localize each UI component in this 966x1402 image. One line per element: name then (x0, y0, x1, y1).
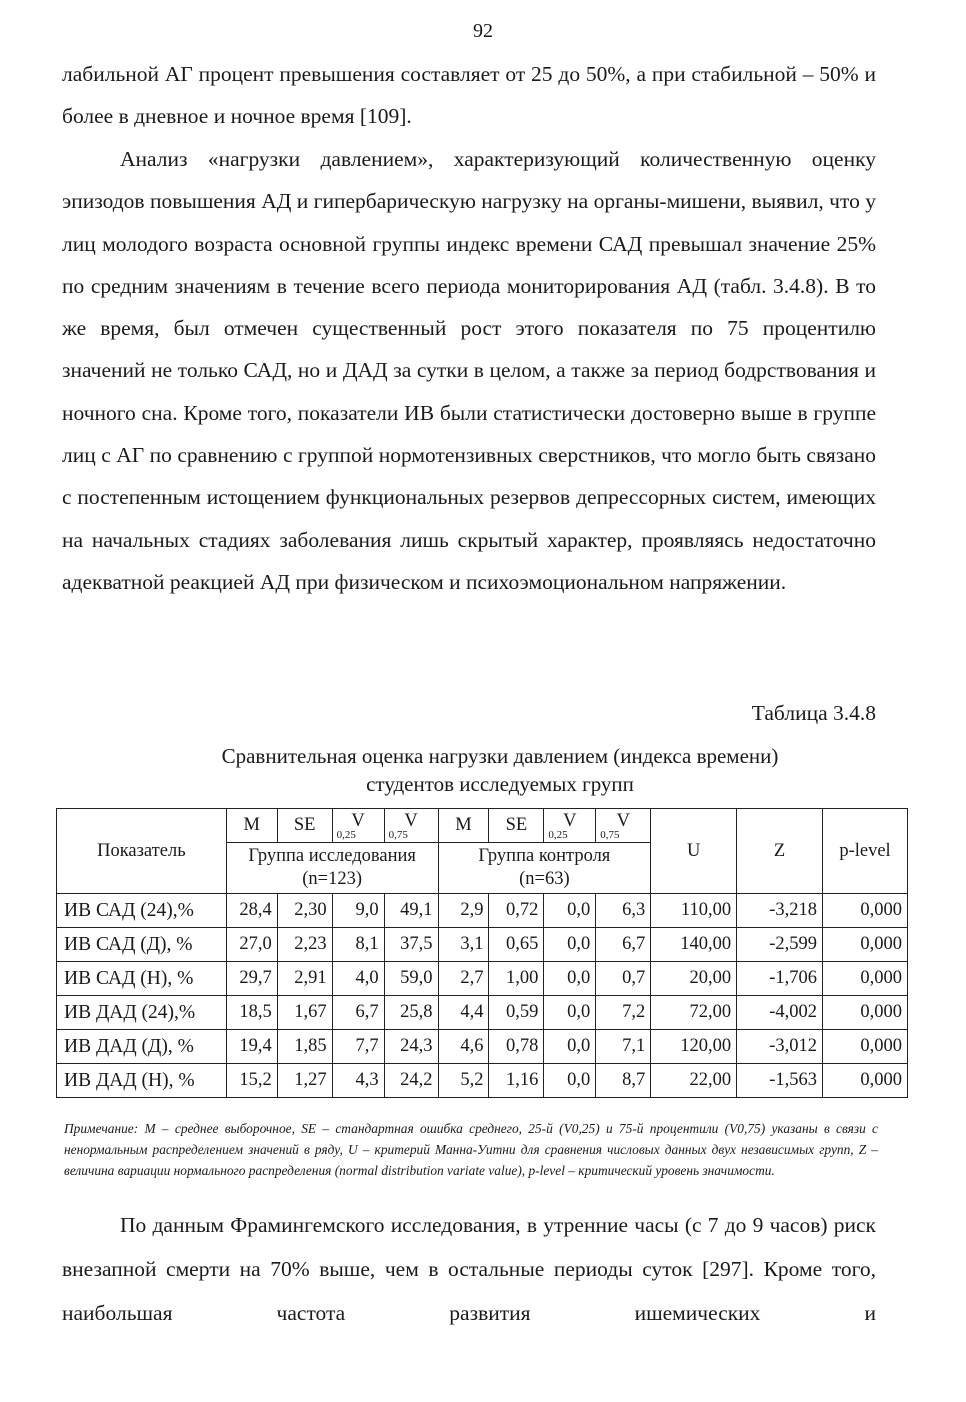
header-u: U (651, 809, 737, 894)
cell-m2: 4,6 (438, 1030, 489, 1064)
table-header-row-1 (57, 809, 908, 843)
v-symbol: V (563, 811, 577, 831)
cell-v25-1: 7,7 (332, 1030, 384, 1064)
cell-v75-1: 24,2 (384, 1064, 438, 1098)
cell-m1: 28,4 (226, 894, 277, 928)
page-number: 92 (473, 20, 493, 42)
header-group-control (438, 843, 651, 894)
cell-se2: 0,72 (489, 894, 544, 928)
header-p-level: p-level (823, 809, 908, 894)
cell-v75-2: 6,7 (596, 928, 651, 962)
cell-v75-2: 7,1 (596, 1030, 651, 1064)
header-group-study (226, 843, 438, 894)
cell-m1: 18,5 (226, 996, 277, 1030)
cell-v75-2: 7,2 (596, 996, 651, 1030)
cell-v25-1: 4,3 (332, 1064, 384, 1098)
header-indicator: Показатель (57, 809, 227, 894)
cell-v25-1: 9,0 (332, 894, 384, 928)
cell-z: -3,012 (737, 1030, 823, 1064)
cell-m1: 19,4 (226, 1030, 277, 1064)
table-title-line2: студентов исследуемых групп (366, 772, 634, 796)
cell-z: -1,563 (737, 1064, 823, 1098)
cell-m2: 2,9 (438, 894, 489, 928)
header-se-study: SE (277, 809, 332, 843)
cell-v25-1: 6,7 (332, 996, 384, 1030)
cell-v75-1: 49,1 (384, 894, 438, 928)
cell-v25-1: 4,0 (332, 962, 384, 996)
cell-u: 72,00 (651, 996, 737, 1030)
cell-se1: 1,67 (277, 996, 332, 1030)
v-subscript: 0,25 (336, 829, 356, 841)
cell-v25-2: 0,0 (544, 894, 596, 928)
cell-m2: 5,2 (438, 1064, 489, 1098)
header-v025-control (544, 809, 596, 843)
table-title-line1: Сравнительная оценка нагрузки давлением (индекса времени) (221, 744, 779, 768)
cell-p: 0,000 (823, 996, 908, 1030)
cell-se1: 1,85 (277, 1030, 332, 1064)
cell-v25-1: 8,1 (332, 928, 384, 962)
row-label: ИВ САД (Н), % (57, 962, 227, 996)
paragraph-2-text: Анализ «нагрузки давлением», характеризующий количественную оценку эпизодов повышения АД и гипербарическую нагрузку на органы-мишени, выявил, что у лиц молодого возраста основной группы индекс времени САД превышал значение 25% по средним значениям в течение всего периода мониторирования АД (табл. 3.4.8). В то же время, был отмечен существенный рост этого показателя по 75 процентилю значений не только САД, но и ДАД за сутки в целом, а также за период бодрствования и ночного сна. Кроме того, показатели ИВ были статистически достоверно выше в группе лиц с АГ по сравнению с группой нормотензивных сверстников, что могло быть связано с постепенным истощением функциональных резервов депрессорных систем, имеющих на начальных стадиях заболевания лишь скрытый характер, проявляясь недостаточно адекватной реакцией АД при физическом и психоэмоциональном напряжении. (62, 147, 876, 594)
cell-v75-1: 25,8 (384, 996, 438, 1030)
cell-v75-2: 6,3 (596, 894, 651, 928)
cell-u: 22,00 (651, 1064, 737, 1098)
cell-se2: 1,16 (489, 1064, 544, 1098)
cell-v25-2: 0,0 (544, 996, 596, 1030)
cell-v75-1: 59,0 (384, 962, 438, 996)
cell-m1: 27,0 (226, 928, 277, 962)
paragraph-2 (62, 138, 876, 603)
table-note: Примечание: M – среднее выборочное, SE – стандартная ошибка среднего, 25-й (V0,25) и 75-й процентили (V0,75) указаны в связи с ненормальным распределением значений в ряду, U – критерий Манна-Уитни для сравнения числовых данных двух независимых групп, Z – величина вариации нормального распределения (normal distribution variate value), p-level – критический уровень значимости. (64, 1121, 878, 1178)
cell-se2: 0,65 (489, 928, 544, 962)
cell-v25-2: 0,0 (544, 1030, 596, 1064)
header-m-study: M (226, 809, 277, 843)
header-v025-study (332, 809, 384, 843)
cell-u: 20,00 (651, 962, 737, 996)
row-label: ИВ САД (Д), % (57, 928, 227, 962)
cell-se2: 1,00 (489, 962, 544, 996)
cell-u: 120,00 (651, 1030, 737, 1064)
header-v075-study (384, 809, 438, 843)
header-m-control: M (438, 809, 489, 843)
v-symbol: V (351, 811, 365, 831)
group-control-label: Группа контроля (478, 846, 611, 866)
header-z: Z (737, 809, 823, 894)
v-symbol: V (616, 811, 630, 831)
data-table (56, 808, 908, 1098)
v-subscript: 0,25 (548, 829, 568, 841)
table-row (57, 962, 908, 996)
cell-v75-2: 0,7 (596, 962, 651, 996)
v-subscript: 0,75 (388, 829, 408, 841)
cell-u: 110,00 (651, 894, 737, 928)
cell-z: -1,706 (737, 962, 823, 996)
cell-m2: 4,4 (438, 996, 489, 1030)
table-row (57, 996, 908, 1030)
table-row (57, 1064, 908, 1098)
row-label: ИВ ДАД (24),% (57, 996, 227, 1030)
cell-z: -4,002 (737, 996, 823, 1030)
cell-se1: 2,91 (277, 962, 332, 996)
cell-z: -3,218 (737, 894, 823, 928)
cell-p: 0,000 (823, 894, 908, 928)
v-subscript: 0,75 (600, 829, 620, 841)
cell-p: 0,000 (823, 962, 908, 996)
cell-p: 0,000 (823, 1064, 908, 1098)
cell-u: 140,00 (651, 928, 737, 962)
paragraph-3-text: По данным Фрамингемского исследования, в утренние часы (с 7 до 9 часов) риск внезапной смерти на 70% выше, чем в остальные периоды суток [297]. Кроме того, наибольшая частота развития ишемических и (62, 1213, 876, 1325)
table-title (62, 742, 938, 798)
paragraph-1-text: лабильной АГ процент превышения составляет от 25 до 50%, а при стабильной – 50% и более в дневное и ночное время [109]. (62, 62, 876, 129)
cell-v25-2: 0,0 (544, 1064, 596, 1098)
cell-se1: 2,23 (277, 928, 332, 962)
cell-m2: 3,1 (438, 928, 489, 962)
row-label: ИВ САД (24),% (57, 894, 227, 928)
cell-z: -2,599 (737, 928, 823, 962)
table-row (57, 1030, 908, 1064)
group-study-n: (n=123) (302, 869, 363, 889)
group-study-label: Группа исследования (248, 846, 416, 866)
cell-p: 0,000 (823, 1030, 908, 1064)
group-control-n: (n=63) (519, 869, 570, 889)
table-label: Таблица 3.4.8 (751, 701, 876, 725)
cell-se2: 0,59 (489, 996, 544, 1030)
v-symbol: V (404, 811, 418, 831)
cell-v25-2: 0,0 (544, 928, 596, 962)
header-se-control: SE (489, 809, 544, 843)
row-label: ИВ ДАД (Д), % (57, 1030, 227, 1064)
table-row (57, 894, 908, 928)
cell-se1: 2,30 (277, 894, 332, 928)
cell-p: 0,000 (823, 928, 908, 962)
paragraph-1 (62, 53, 876, 138)
paragraph-3 (62, 1203, 876, 1335)
row-label: ИВ ДАД (Н), % (57, 1064, 227, 1098)
cell-v75-2: 8,7 (596, 1064, 651, 1098)
table-row (57, 928, 908, 962)
cell-m1: 15,2 (226, 1064, 277, 1098)
cell-se2: 0,78 (489, 1030, 544, 1064)
header-v075-control (596, 809, 651, 843)
cell-v75-1: 37,5 (384, 928, 438, 962)
cell-v75-1: 24,3 (384, 1030, 438, 1064)
cell-se1: 1,27 (277, 1064, 332, 1098)
cell-m1: 29,7 (226, 962, 277, 996)
cell-m2: 2,7 (438, 962, 489, 996)
cell-v25-2: 0,0 (544, 962, 596, 996)
